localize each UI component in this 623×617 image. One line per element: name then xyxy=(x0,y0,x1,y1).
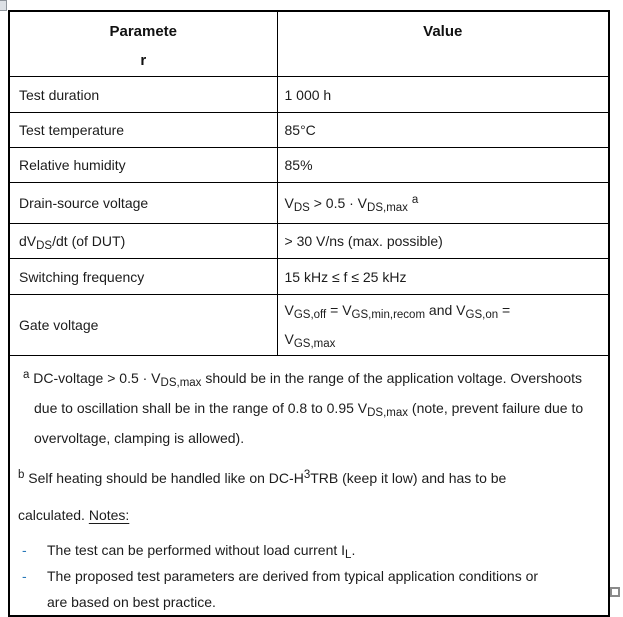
footnotes-cell xyxy=(9,356,609,617)
table-move-handle-icon[interactable] xyxy=(0,0,7,11)
list-item xyxy=(16,563,598,615)
note-text: The test can be performed without load current $I_L$. xyxy=(47,542,356,561)
value-cell: $V_{DS} > 0.5 \cdot V_{DS,max}$ $^a$ xyxy=(277,183,609,224)
table-row xyxy=(9,113,609,148)
param-cell: Switching frequency xyxy=(9,259,277,295)
param-cell: $dV_{DS}/dt$ (of DUT) xyxy=(9,224,277,259)
notes-list xyxy=(16,537,598,615)
param-cell: Test temperature xyxy=(9,113,277,148)
bullet-dash: - xyxy=(22,568,27,584)
footnote-b: $^b$ Self heating should be handled like on $DC-H^3TRB$ (keep it low) and has to be calculated. Notes: xyxy=(18,469,507,523)
table-row xyxy=(9,183,609,224)
value-cell: 85°C xyxy=(277,113,609,148)
value-header-cell: Value xyxy=(277,11,609,77)
list-item xyxy=(16,537,598,563)
value-cell: > 30 V/ns (max. possible) xyxy=(277,224,609,259)
table-row xyxy=(9,148,609,183)
table-row xyxy=(9,295,609,356)
param-cell: Drain-source voltage xyxy=(9,183,277,224)
note-text: The proposed test parameters are derived from typical application conditions or are based on best practice. xyxy=(47,568,539,610)
value-cell: $V_{GS,off} = V_{GS,min,recom}$ and $V_{GS,on}$ = $V_{GS,max}$ xyxy=(277,295,609,356)
parameter-header-line1: Paramete xyxy=(109,23,178,40)
footnotes-row xyxy=(9,356,609,617)
table-row xyxy=(9,77,609,113)
bullet-dash: - xyxy=(22,542,27,558)
param-cell: Gate voltage xyxy=(9,295,277,356)
footnote-a: $^a$ DC-voltage > $0.5 \cdot V_{DS,max}$ should be in the range of the application voltage. Overshoots due to oscillation shall be in the range of 0.8 to 0.95 $V_{DS,max}$ (note, prevent failure due to overvoltage, clamping is allowed). xyxy=(23,369,584,446)
parameter-header-cell xyxy=(9,11,277,77)
value-cell: 15 kHz ≤ f ≤ 25 kHz xyxy=(277,259,609,295)
table-row xyxy=(9,259,609,295)
table-header-row xyxy=(9,11,609,77)
value-cell: 85% xyxy=(277,148,609,183)
value-cell: 1 000 h xyxy=(277,77,609,113)
parameter-header-line2: r xyxy=(140,52,147,69)
param-cell: Relative humidity xyxy=(9,148,277,183)
test-conditions-table xyxy=(8,10,610,617)
table-row xyxy=(9,224,609,259)
param-cell: Test duration xyxy=(9,77,277,113)
